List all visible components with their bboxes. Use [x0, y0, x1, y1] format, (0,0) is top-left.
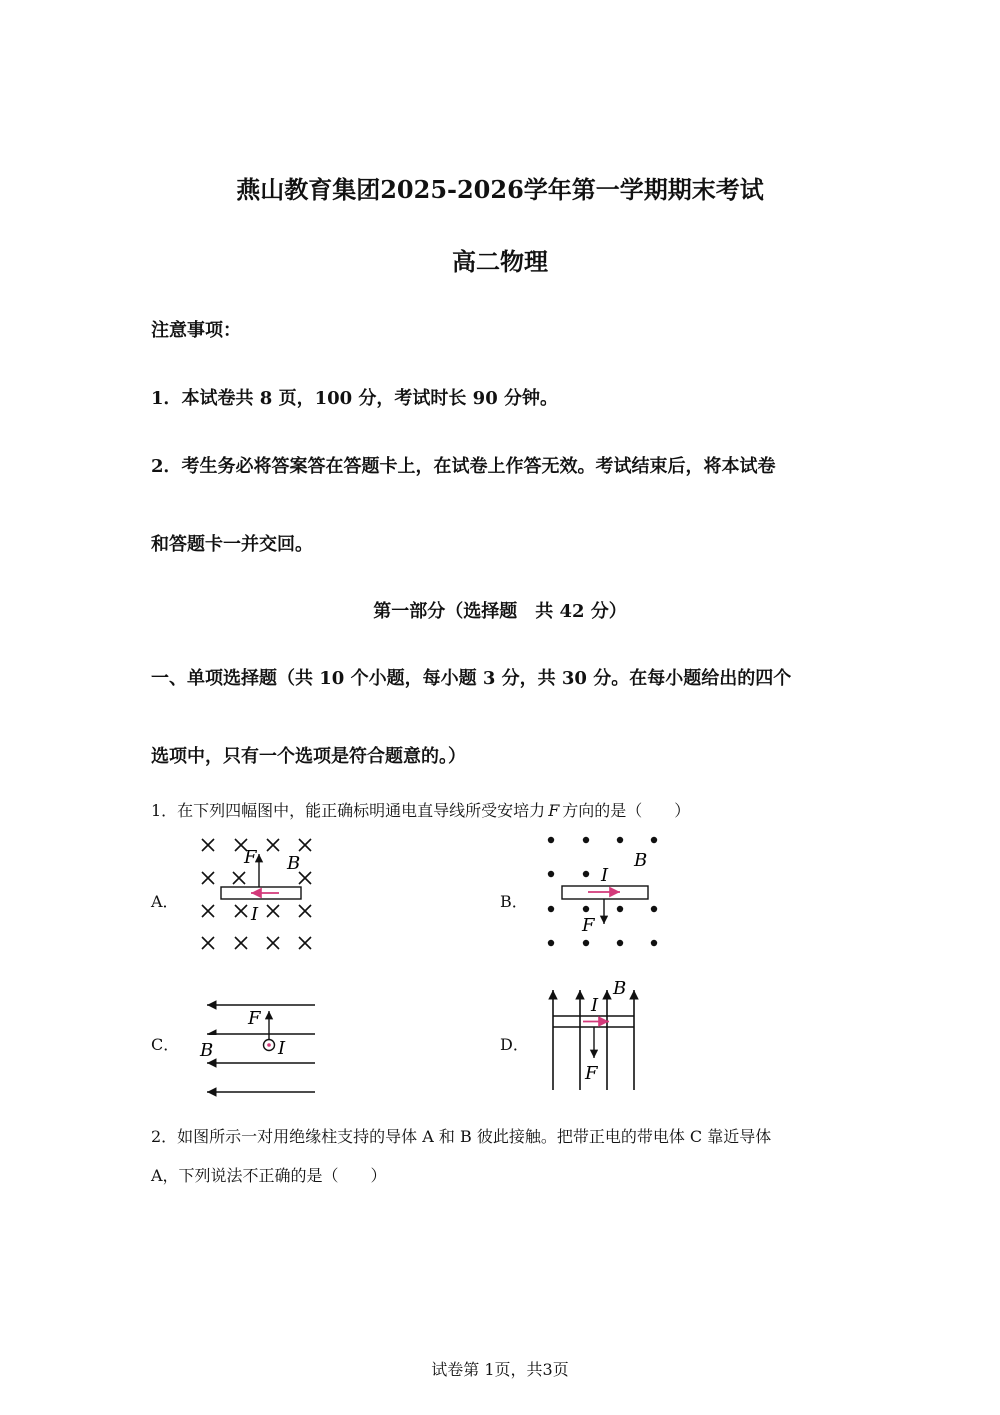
note-item-2-line-2: 和答题卡一并交回。 [151, 534, 313, 555]
option-b-label: B． [500, 892, 528, 911]
force-label: F [585, 1063, 598, 1084]
note-item-1: 1．本试卷共 8 页，100 分，考试时长 90 分钟。 [151, 388, 559, 409]
field-label: B [634, 850, 648, 871]
section-heading-line-1: 一、单项选择题（共 10 个小题，每小题 3 分，共 30 分。在每小题给出的四个 [151, 668, 792, 689]
option-d-figure [543, 978, 653, 1093]
force-label: F [244, 847, 257, 868]
question-1-stem-text-end: 方向的是（ ） [562, 801, 691, 820]
notes-heading: 注意事项： [151, 320, 241, 341]
field-label: B [613, 978, 627, 999]
option-a-label: A． [151, 892, 179, 911]
question-1-stem [151, 798, 690, 821]
exam-title: 燕山教育集团2025-2026学年第一学期期末考试 [236, 175, 764, 204]
question-2-stem-line-1: 2．如图所示一对用绝缘柱支持的导体 A 和 B 彼此接触。把带正电的带电体 C 靠近导体 [151, 1127, 772, 1146]
option-c-label: C． [151, 1035, 180, 1054]
current-label: I [591, 995, 599, 1016]
note-item-2-line-1: 2．考生务必将答案答在答题卡上，在试卷上作答无效。考试结束后，将本试卷 [151, 456, 776, 477]
current-label: I [601, 865, 609, 886]
current-label: I [251, 904, 259, 925]
current-label: I [278, 1038, 286, 1059]
field-label: B [200, 1040, 214, 1061]
section-heading-line-2: 选项中，只有一个选项是符合题意的。） [151, 746, 466, 767]
question-1-stem-variable: F [548, 801, 560, 820]
option-c-figure [195, 995, 325, 1100]
option-a-figure [195, 830, 325, 955]
option-d-label: D． [500, 1035, 529, 1054]
question-1-stem-text: 1．在下列四幅图中，能正确标明通电直导线所受安培力 [151, 801, 546, 820]
option-b-figure [540, 830, 670, 955]
part-heading: 第一部分（选择题 共 42 分） [373, 601, 627, 622]
subject-title: 高二物理 [452, 247, 548, 276]
field-label: B [287, 853, 301, 874]
force-label: F [582, 915, 595, 936]
question-2-stem-line-2: A，下列说法不正确的是（ ） [151, 1166, 387, 1185]
page-footer: 试卷第 1页，共3页 [431, 1360, 569, 1379]
force-label: F [248, 1008, 261, 1029]
